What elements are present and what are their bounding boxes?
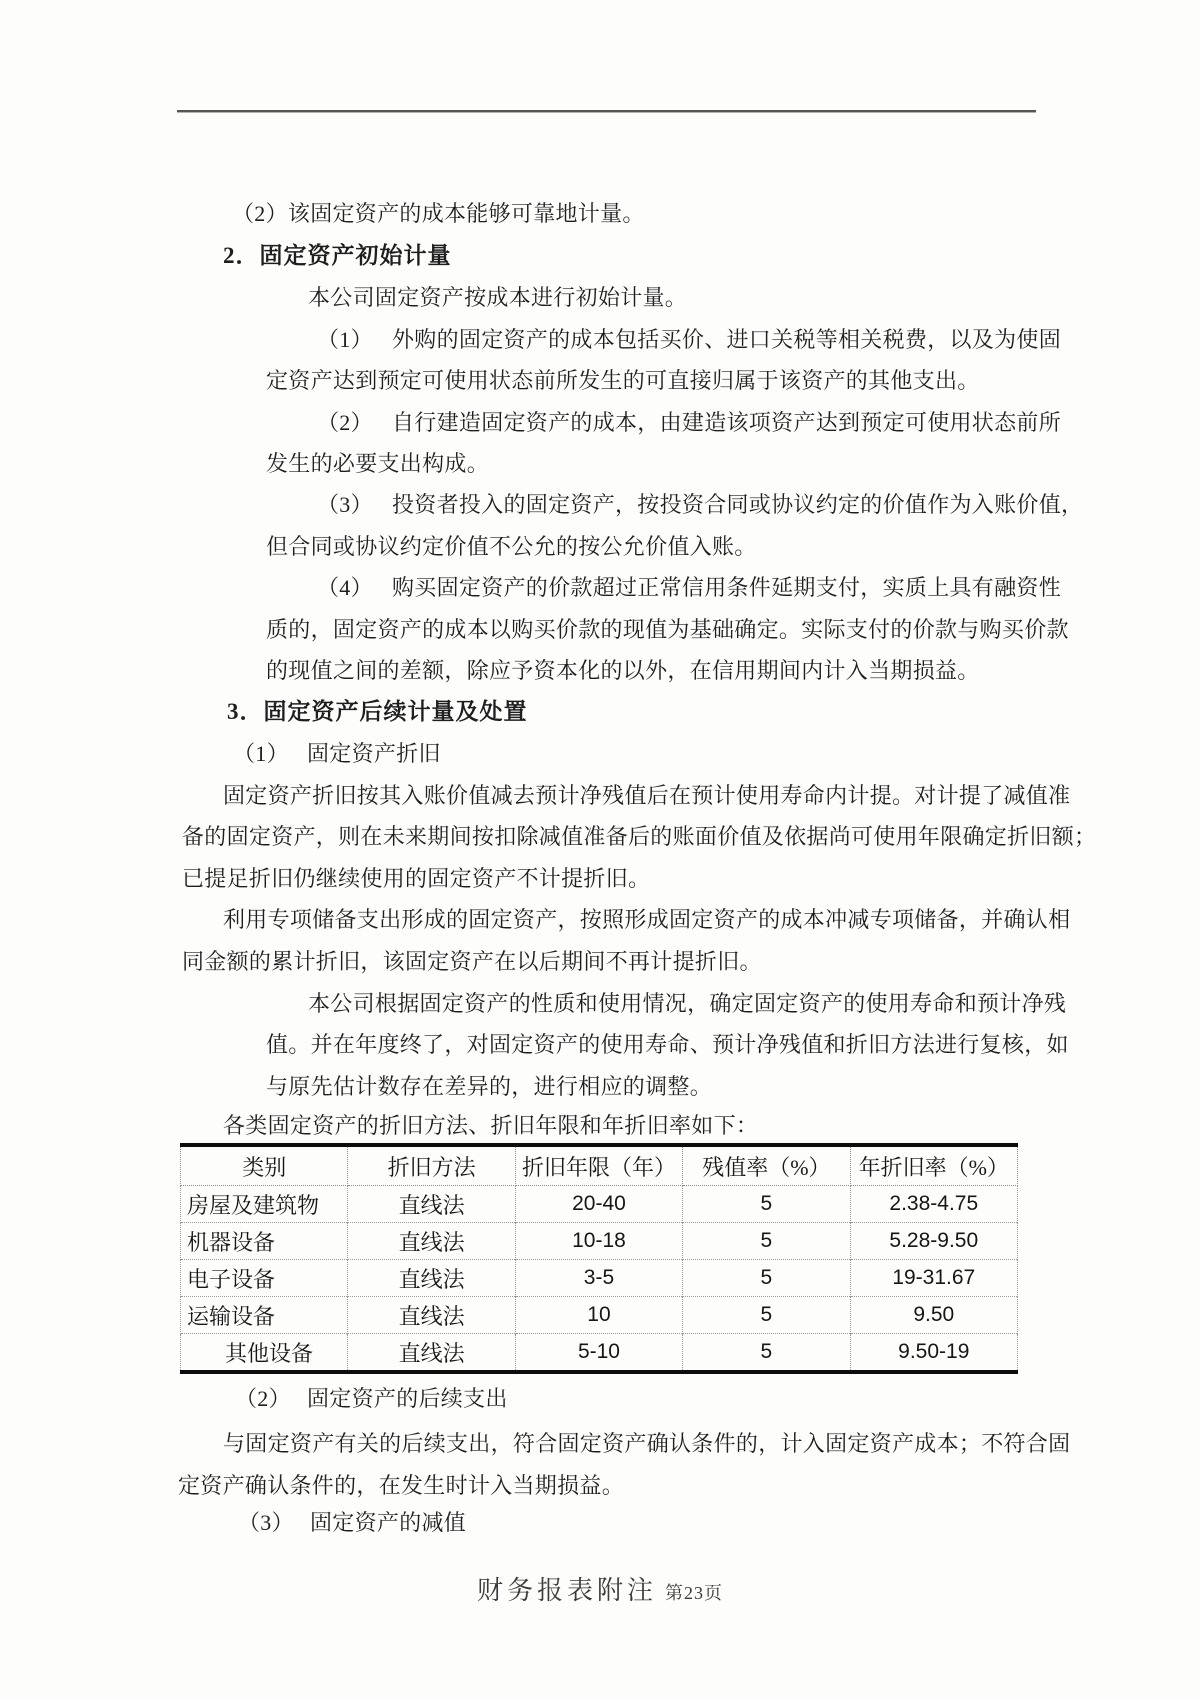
text-line: 利用专项储备支出形成的固定资产，按照形成固定资产的成本冲减专项储备，并确认相	[223, 907, 1071, 932]
table-header-cell: 残值率（%）	[683, 1145, 850, 1186]
text-line: 定资产达到预定可使用状态前所发生的可直接归属于该资产的其他支出。	[266, 368, 980, 393]
text-line: 外购的固定资产的成本包括买价、进口关税等相关税费，以及为使固	[392, 327, 1062, 352]
text-line: 与固定资产有关的后续支出，符合固定资产确认条件的，计入固定资产成本；不符合固	[223, 1431, 1071, 1456]
table-cell: 直线法	[348, 1334, 515, 1373]
table-cell: 5	[683, 1223, 850, 1260]
table-cell: 直线法	[348, 1223, 515, 1260]
table-cell: 2.38-4.75	[850, 1186, 1017, 1223]
depreciation-table	[180, 1143, 1018, 1374]
table-row	[181, 1186, 1018, 1223]
table-cell: 5	[683, 1186, 850, 1223]
table-cell: 3-5	[515, 1260, 682, 1297]
text-line: （4）	[317, 575, 373, 600]
depreciation-table-head	[181, 1145, 1018, 1186]
text-line: 各类固定资产的折旧方法、折旧年限和年折旧率如下：	[223, 1113, 759, 1138]
text-line: 与原先估计数存在差异的，进行相应的调整。	[266, 1074, 713, 1099]
table-cell: 5	[683, 1334, 850, 1373]
text-line: 备的固定资产，则在未来期间按扣除减值准备后的账面价值及依据尚可使用年限确定折旧额；	[182, 824, 1097, 849]
text-line: （3）	[317, 492, 373, 517]
table-cell: 直线法	[348, 1186, 515, 1223]
table-row	[181, 1260, 1018, 1297]
text-line: （2）	[235, 1386, 291, 1411]
table-cell: 5	[683, 1260, 850, 1297]
text-line: 已提足折旧仍继续使用的固定资产不计提折旧。	[182, 866, 651, 891]
depreciation-table-body	[181, 1186, 1018, 1373]
table-row	[181, 1297, 1018, 1334]
page-footer	[0, 1570, 1200, 1607]
table-header-cell: 类别	[181, 1145, 348, 1186]
table-cell: 20-40	[515, 1186, 682, 1223]
table-cell: 5.28-9.50	[850, 1223, 1017, 1260]
table-cell: 房屋及建筑物	[181, 1186, 348, 1223]
footer-page-number: 第23页	[665, 1583, 723, 1603]
footer-title: 财务报表附注	[476, 1576, 657, 1605]
text-line: 固定资产折旧	[307, 741, 441, 766]
text-line: 值。并在年度终了，对固定资产的使用寿命、预计净残值和折旧方法进行复核，如	[266, 1032, 1069, 1057]
table-cell: 10	[515, 1297, 682, 1334]
header-rule	[177, 110, 1036, 113]
text-line: 质的，固定资产的成本以购买价款的现值为基础确定。实际支付的价款与购买价款	[266, 617, 1069, 642]
table-cell: 其他设备	[181, 1334, 348, 1373]
table-header-cell: 折旧年限（年）	[515, 1145, 682, 1186]
table-cell: 5	[683, 1297, 850, 1334]
text-line: 投资者投入的固定资产，按投资合同或协议约定的价值作为入账价值，	[392, 492, 1084, 517]
text-line: 固定资产的后续支出	[307, 1386, 508, 1411]
table-cell: 运输设备	[181, 1297, 348, 1334]
text-line: （2）该固定资产的成本能够可靠地计量。	[232, 201, 645, 226]
text-line: 发生的必要支出构成。	[266, 451, 490, 476]
section-heading: 2．固定资产初始计量	[223, 243, 452, 268]
table-header-row	[181, 1145, 1018, 1186]
table-cell: 直线法	[348, 1297, 515, 1334]
table-cell: 9.50	[850, 1297, 1017, 1334]
text-line: （3）	[238, 1510, 294, 1535]
table-header-cell: 折旧方法	[348, 1145, 515, 1186]
text-line: （1）	[317, 327, 373, 352]
table-cell: 19-31.67	[850, 1260, 1017, 1297]
table-cell: 9.50-19	[850, 1334, 1017, 1373]
text-line: 购买固定资产的价款超过正常信用条件延期支付，实质上具有融资性	[392, 575, 1062, 600]
section-heading: 3．固定资产后续计量及处置	[227, 699, 528, 724]
table-cell: 机器设备	[181, 1223, 348, 1260]
text-line: （2）	[317, 410, 373, 435]
text-line: 固定资产折旧按其入账价值减去预计净残值后在预计使用寿命内计提。对计提了减值准	[223, 783, 1071, 808]
text-line: 固定资产的减值	[310, 1510, 467, 1535]
table-cell: 电子设备	[181, 1260, 348, 1297]
text-line: （1）	[233, 741, 289, 766]
text-line: 但合同或协议约定价值不公允的按公允价值入账。	[266, 534, 757, 559]
table-header-cell: 年折旧率（%）	[850, 1145, 1017, 1186]
table-cell: 5-10	[515, 1334, 682, 1373]
text-line: 自行建造固定资产的成本，由建造该项资产达到预定可使用状态前所	[392, 410, 1062, 435]
table-cell: 直线法	[348, 1260, 515, 1297]
text-line: 本公司固定资产按成本进行初始计量。	[308, 285, 688, 310]
table-cell: 10-18	[515, 1223, 682, 1260]
text-line: 定资产确认条件的，在发生时计入当期损益。	[178, 1473, 625, 1498]
text-line: 本公司根据固定资产的性质和使用情况，确定固定资产的使用寿命和预计净残	[308, 991, 1067, 1016]
text-line: 的现值之间的差额，除应予资本化的以外，在信用期间内计入当期损益。	[266, 658, 980, 683]
table-row	[181, 1334, 1018, 1373]
text-line: 同金额的累计折旧，该固定资产在以后期间不再计提折旧。	[182, 949, 762, 974]
table-row	[181, 1223, 1018, 1260]
